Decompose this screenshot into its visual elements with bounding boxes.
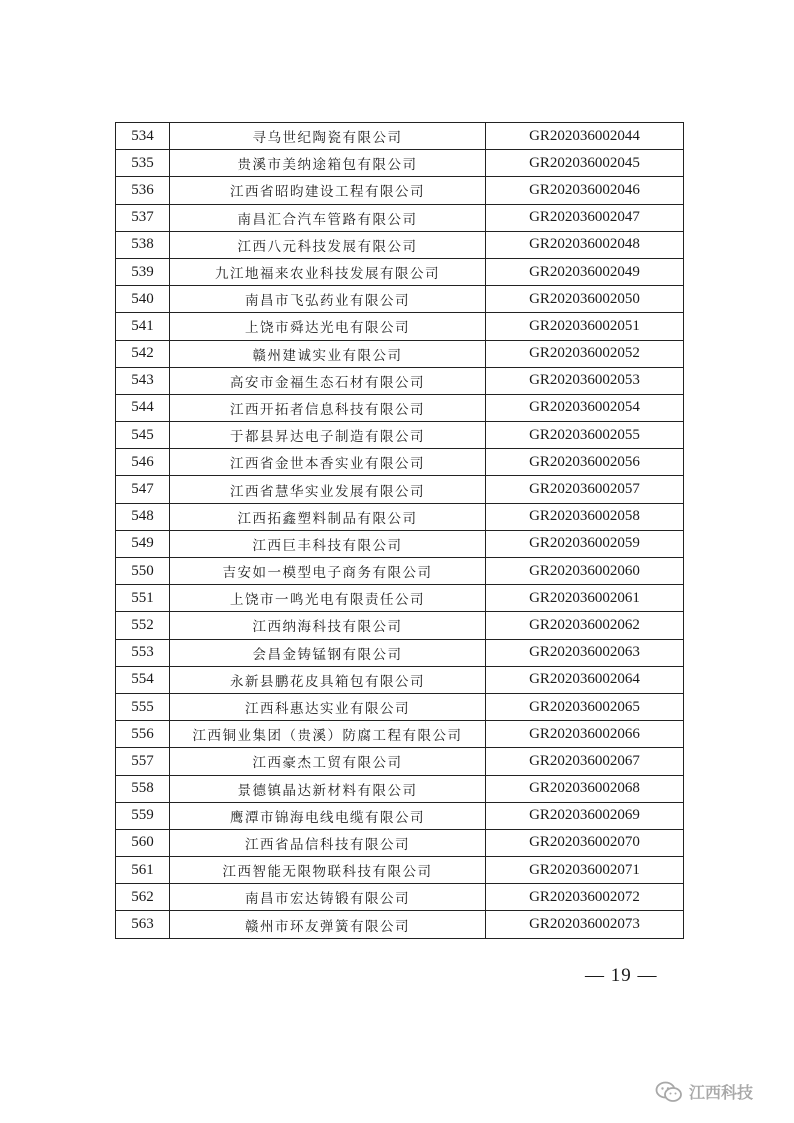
table-row — [116, 639, 684, 666]
company-name-cell: 江西省品信科技有限公司 — [170, 829, 486, 856]
row-number-cell: 546 — [116, 449, 170, 476]
company-name-cell: 景德镇晶达新材料有限公司 — [170, 775, 486, 802]
table-row — [116, 313, 684, 340]
table-row — [116, 666, 684, 693]
table-row — [116, 693, 684, 720]
wechat-icon — [655, 1081, 683, 1103]
row-number-cell: 548 — [116, 503, 170, 530]
certificate-code-cell: GR202036002061 — [486, 585, 684, 612]
row-number-cell: 561 — [116, 857, 170, 884]
certificate-code-cell: GR202036002057 — [486, 476, 684, 503]
row-number-cell: 538 — [116, 231, 170, 258]
company-name-cell: 贵溪市美纳途箱包有限公司 — [170, 150, 486, 177]
certificate-code-cell: GR202036002054 — [486, 394, 684, 421]
table-row — [116, 558, 684, 585]
table-row — [116, 775, 684, 802]
certificate-code-cell: GR202036002058 — [486, 503, 684, 530]
company-name-cell: 会昌金铸锰钢有限公司 — [170, 639, 486, 666]
certificate-code-cell: GR202036002046 — [486, 177, 684, 204]
table-row — [116, 884, 684, 911]
table-row — [116, 721, 684, 748]
certificate-code-cell: GR202036002047 — [486, 204, 684, 231]
row-number-cell: 535 — [116, 150, 170, 177]
row-number-cell: 558 — [116, 775, 170, 802]
company-list-table — [115, 122, 684, 939]
company-name-cell: 于都县昇达电子制造有限公司 — [170, 422, 486, 449]
company-name-cell: 南昌市飞弘药业有限公司 — [170, 286, 486, 313]
row-number-cell: 557 — [116, 748, 170, 775]
company-name-cell: 江西拓鑫塑料制品有限公司 — [170, 503, 486, 530]
certificate-code-cell: GR202036002050 — [486, 286, 684, 313]
company-name-cell: 寻乌世纪陶瓷有限公司 — [170, 123, 486, 150]
table-row — [116, 585, 684, 612]
table-row — [116, 394, 684, 421]
table-row — [116, 857, 684, 884]
certificate-code-cell: GR202036002055 — [486, 422, 684, 449]
row-number-cell: 547 — [116, 476, 170, 503]
table-row — [116, 258, 684, 285]
table-row — [116, 802, 684, 829]
row-number-cell: 534 — [116, 123, 170, 150]
company-name-cell: 江西八元科技发展有限公司 — [170, 231, 486, 258]
table-row — [116, 150, 684, 177]
company-name-cell: 吉安如一模型电子商务有限公司 — [170, 558, 486, 585]
table-row — [116, 123, 684, 150]
company-name-cell: 永新县鹏花皮具箱包有限公司 — [170, 666, 486, 693]
table-row — [116, 340, 684, 367]
certificate-code-cell: GR202036002059 — [486, 530, 684, 557]
row-number-cell: 551 — [116, 585, 170, 612]
table-row — [116, 612, 684, 639]
row-number-cell: 539 — [116, 258, 170, 285]
company-name-cell: 江西开拓者信息科技有限公司 — [170, 394, 486, 421]
row-number-cell: 549 — [116, 530, 170, 557]
row-number-cell: 555 — [116, 693, 170, 720]
row-number-cell: 536 — [116, 177, 170, 204]
table-row — [116, 829, 684, 856]
watermark-text: 江西科技 — [689, 1083, 754, 1102]
table-row — [116, 286, 684, 313]
table-row — [116, 476, 684, 503]
table-row — [116, 449, 684, 476]
company-name-cell: 九江地福来农业科技发展有限公司 — [170, 258, 486, 285]
table-row — [116, 911, 684, 938]
company-name-cell: 江西巨丰科技有限公司 — [170, 530, 486, 557]
table-row — [116, 748, 684, 775]
row-number-cell: 556 — [116, 721, 170, 748]
company-name-cell: 江西省金世本香实业有限公司 — [170, 449, 486, 476]
certificate-code-cell: GR202036002073 — [486, 911, 684, 938]
company-name-cell: 赣州市环友弹簧有限公司 — [170, 911, 486, 938]
company-name-cell: 南昌汇合汽车管路有限公司 — [170, 204, 486, 231]
certificate-code-cell: GR202036002071 — [486, 857, 684, 884]
row-number-cell: 552 — [116, 612, 170, 639]
certificate-code-cell: GR202036002064 — [486, 666, 684, 693]
row-number-cell: 543 — [116, 367, 170, 394]
company-name-cell: 江西省昭昀建设工程有限公司 — [170, 177, 486, 204]
company-name-cell: 江西铜业集团（贵溪）防腐工程有限公司 — [170, 721, 486, 748]
certificate-code-cell: GR202036002060 — [486, 558, 684, 585]
row-number-cell: 541 — [116, 313, 170, 340]
certificate-code-cell: GR202036002063 — [486, 639, 684, 666]
company-name-cell: 南昌市宏达铸锻有限公司 — [170, 884, 486, 911]
company-name-cell: 高安市金福生态石材有限公司 — [170, 367, 486, 394]
table-row — [116, 422, 684, 449]
table-row — [116, 231, 684, 258]
row-number-cell: 537 — [116, 204, 170, 231]
row-number-cell: 559 — [116, 802, 170, 829]
table-row — [116, 177, 684, 204]
row-number-cell: 540 — [116, 286, 170, 313]
row-number-cell: 545 — [116, 422, 170, 449]
row-number-cell: 560 — [116, 829, 170, 856]
company-name-cell: 江西纳海科技有限公司 — [170, 612, 486, 639]
certificate-code-cell: GR202036002070 — [486, 829, 684, 856]
row-number-cell: 554 — [116, 666, 170, 693]
certificate-code-cell: GR202036002067 — [486, 748, 684, 775]
certificate-code-cell: GR202036002053 — [486, 367, 684, 394]
company-name-cell: 赣州建诚实业有限公司 — [170, 340, 486, 367]
certificate-code-cell: GR202036002068 — [486, 775, 684, 802]
table-row — [116, 503, 684, 530]
row-number-cell: 563 — [116, 911, 170, 938]
table-row — [116, 530, 684, 557]
certificate-code-cell: GR202036002049 — [486, 258, 684, 285]
company-name-cell: 江西智能无限物联科技有限公司 — [170, 857, 486, 884]
certificate-code-cell: GR202036002045 — [486, 150, 684, 177]
watermark — [655, 1080, 753, 1103]
table-body — [116, 123, 684, 939]
certificate-code-cell: GR202036002065 — [486, 693, 684, 720]
certificate-code-cell: GR202036002066 — [486, 721, 684, 748]
certificate-code-cell: GR202036002069 — [486, 802, 684, 829]
certificate-code-cell: GR202036002062 — [486, 612, 684, 639]
company-name-cell: 上饶市一鸣光电有限责任公司 — [170, 585, 486, 612]
page-number: — 19 — — [585, 965, 658, 986]
row-number-cell: 562 — [116, 884, 170, 911]
row-number-cell: 544 — [116, 394, 170, 421]
table-row — [116, 367, 684, 394]
certificate-code-cell: GR202036002052 — [486, 340, 684, 367]
certificate-code-cell: GR202036002051 — [486, 313, 684, 340]
certificate-code-cell: GR202036002072 — [486, 884, 684, 911]
company-name-cell: 上饶市舜达光电有限公司 — [170, 313, 486, 340]
certificate-code-cell: GR202036002044 — [486, 123, 684, 150]
certificate-code-cell: GR202036002048 — [486, 231, 684, 258]
company-name-cell: 江西省慧华实业发展有限公司 — [170, 476, 486, 503]
row-number-cell: 550 — [116, 558, 170, 585]
row-number-cell: 553 — [116, 639, 170, 666]
company-name-cell: 江西科惠达实业有限公司 — [170, 693, 486, 720]
company-name-cell: 江西豪杰工贸有限公司 — [170, 748, 486, 775]
certificate-code-cell: GR202036002056 — [486, 449, 684, 476]
row-number-cell: 542 — [116, 340, 170, 367]
company-name-cell: 鹰潭市锦海电线电缆有限公司 — [170, 802, 486, 829]
table-row — [116, 204, 684, 231]
